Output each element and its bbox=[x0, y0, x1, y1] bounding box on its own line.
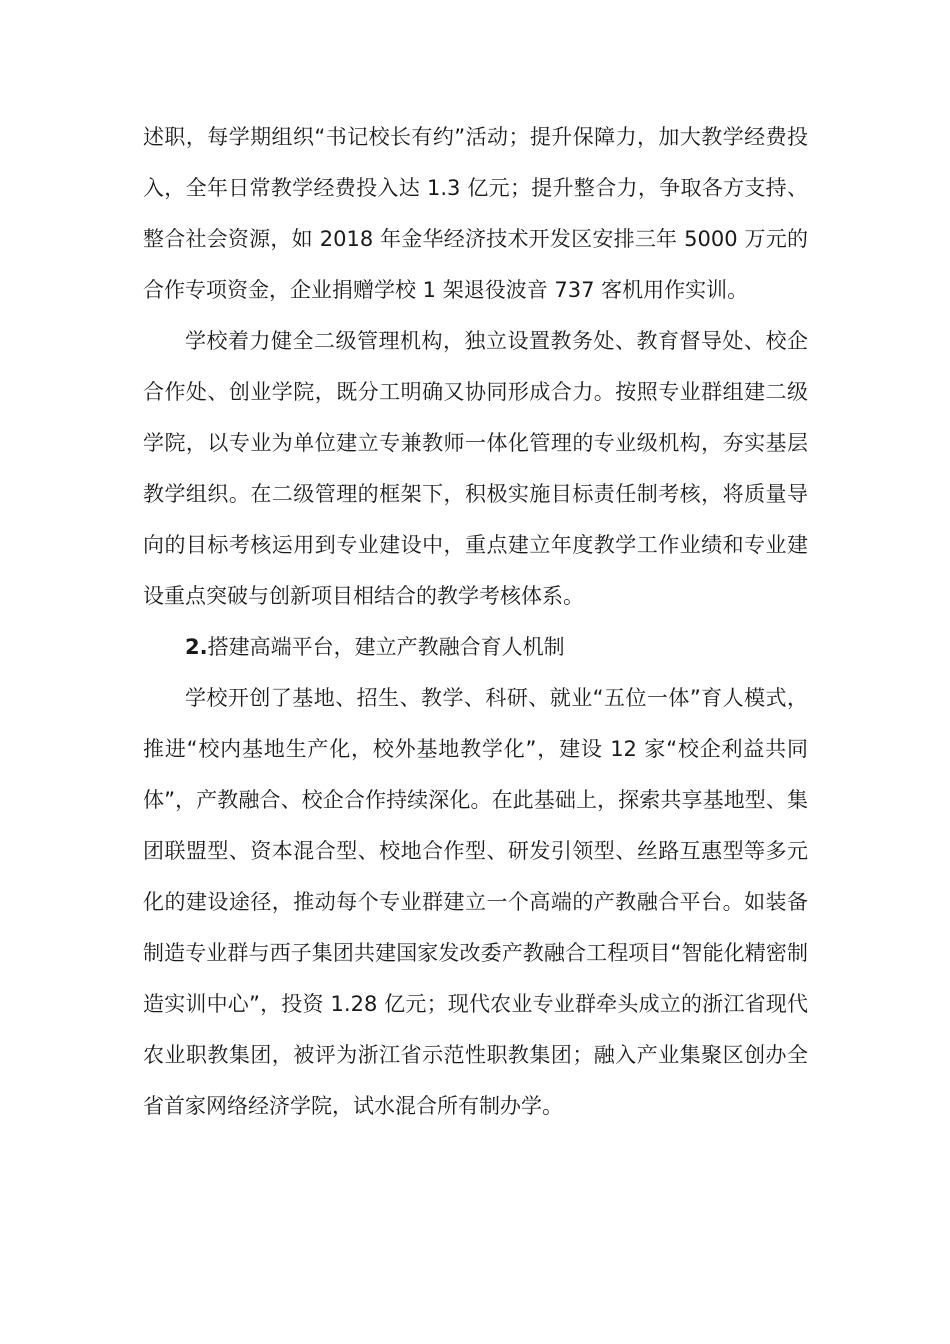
section-heading-text: 搭建高端平台，建立产教融合育人机制 bbox=[207, 635, 565, 659]
paragraph-platform: 学校开创了基地、招生、教学、科研、就业“五位一体”育人模式，推进“校内基地生产化，校外基地教学化”，建设 12 家“校企利益共同体”，产教融合、校企合作持续深化。在此基础上，探索共享基地型、集团联盟型、资本混合型、校地合作型、研发引领型、丝路互惠型等多元化的建设途径，推动每个专业群建立一个高端的产教融合平台。如装备制造专业群与西子集团共建国家发改委产教融合工程项目“智能化精密制造实训中心”，投资 1.28 亿元；现代农业专业群牵头成立的浙江省现代农业职教集团，被评为浙江省示范性职教集团；融入产业集聚区创办全省首家网络经济学院，试水混合所有制办学。 bbox=[143, 686, 808, 1118]
paragraph-management: 学校着力健全二级管理机构，独立设置教务处、教育督导处、校企合作处、创业学院，既分工明确又协同形成合力。按照专业群组建二级学院，以专业为单位建立专兼教师一体化管理的专业级机构，夯实基层教学组织。在二级管理的框架下，积极实施目标责任制考核，将质量导向的目标考核运用到专业建设中，重点建立年度教学工作业绩和专业建设重点突破与创新项目相结合的教学考核体系。 bbox=[143, 329, 808, 608]
document-body bbox=[143, 112, 808, 1132]
section-heading bbox=[143, 622, 808, 673]
paragraph-continuation: 述职，每学期组织“书记校长有约”活动；提升保障力，加大教学经费投入，全年日常教学经费投入达 1.3 亿元；提升整合力，争取各方支持、整合社会资源，如 2018 年金华经济技术开发区安排三年 5000 万元的合作专项资金，企业捐赠学校 1 架退役波音 737 客机用作实训。 bbox=[143, 125, 808, 302]
section-heading-number: 2. bbox=[185, 635, 208, 659]
